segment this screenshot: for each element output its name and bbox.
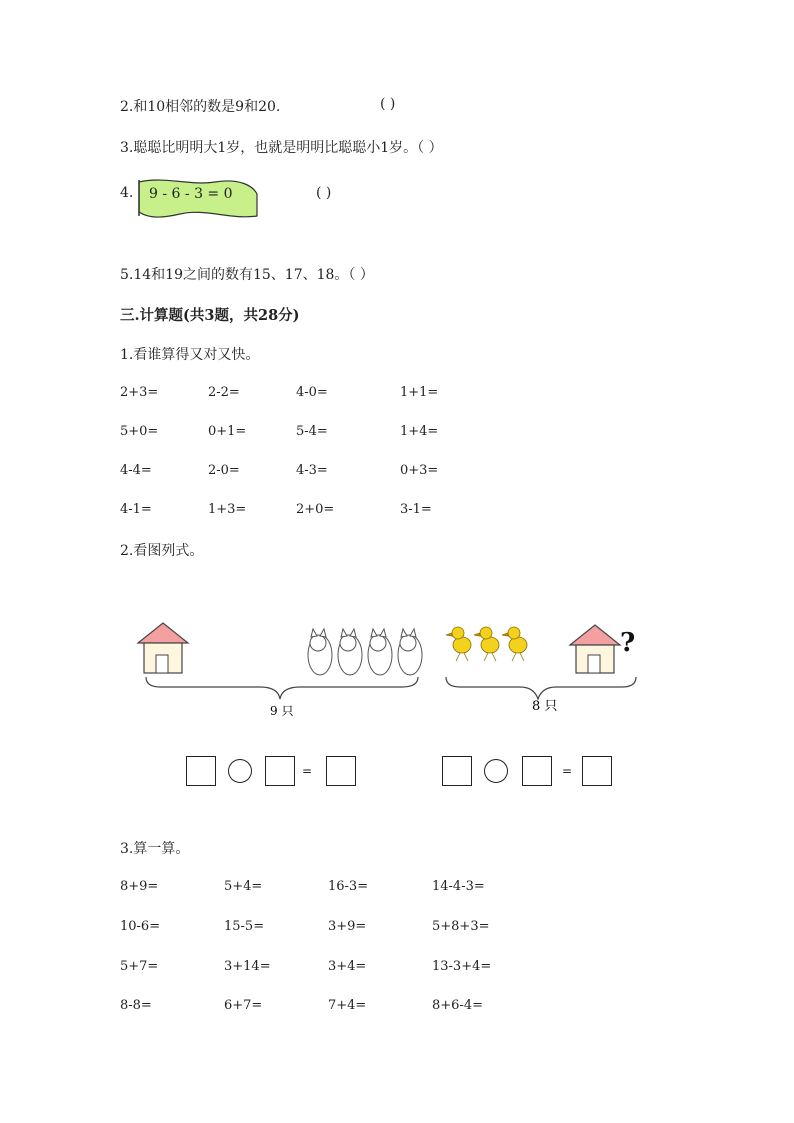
q1-cell: 1+3= [208, 502, 247, 517]
q1-cell: 2+3= [120, 385, 159, 400]
q1-cell: 4-0= [296, 385, 328, 400]
q3-cell: 3+9= [328, 919, 367, 934]
q3-cell: 5+7= [120, 959, 159, 974]
q3-cell: 5+8+3= [432, 919, 490, 934]
question-2-text: 2.和10相邻的数是9和20. [120, 99, 281, 115]
q3-cell: 14-4-3= [432, 879, 485, 894]
operator-circle[interactable] [228, 759, 252, 783]
left-brace [146, 677, 418, 699]
answer-box[interactable] [326, 756, 356, 786]
q3-cell: 13-3+4= [432, 959, 492, 974]
q1-cell: 4-3= [296, 463, 328, 478]
section-3-q2-title: 2.看图列式。 [120, 543, 204, 559]
q3-cell: 8-8= [120, 998, 152, 1013]
q1-cell: 0+3= [400, 463, 439, 478]
cat-icon [338, 629, 362, 675]
question-4-banner [135, 176, 261, 220]
q1-cell: 5-4= [296, 424, 328, 439]
q3-cell: 10-6= [120, 919, 161, 934]
q3-cell: 3+4= [328, 959, 367, 974]
q1-cell: 4-4= [120, 463, 152, 478]
question-2-answer-blank[interactable]: ( ) [380, 96, 396, 112]
q3-cell: 15-5= [224, 919, 265, 934]
q3-cell: 3+14= [224, 959, 271, 974]
q3-cell: 5+4= [224, 879, 263, 894]
right-total-label: 8 只 [532, 699, 558, 714]
picture-equation-illustration [130, 615, 660, 725]
question-4-label: 4. [120, 185, 134, 201]
q3-cell: 6+7= [224, 998, 263, 1013]
q1-cell: 3-1= [400, 502, 432, 517]
answer-box[interactable] [186, 756, 216, 786]
answer-box[interactable] [522, 756, 552, 786]
section-3-q3-title: 3.算一算。 [120, 841, 190, 857]
question-mark: ? [620, 628, 636, 658]
operator-circle[interactable] [484, 759, 508, 783]
question-4-answer-blank[interactable]: ( ) [316, 185, 332, 201]
question-3: 3.聪聪比明明大1岁，也就是明明比聪聪小1岁。（ ） [120, 140, 443, 156]
equals-sign: = [302, 764, 313, 778]
chick-icon [446, 627, 471, 661]
answer-box[interactable] [265, 756, 295, 786]
chick-icon [474, 627, 499, 661]
left-total-label: 9 只 [270, 704, 294, 718]
q1-cell: 0+1= [208, 424, 247, 439]
question-4-banner-text: 9 - 6 - 3 = 0 [149, 186, 233, 202]
q3-cell: 7+4= [328, 998, 367, 1013]
q1-cell: 5+0= [120, 424, 159, 439]
equals-sign: = [562, 764, 573, 778]
house-icon [570, 625, 620, 673]
q1-cell: 2-0= [208, 463, 240, 478]
q3-cell: 8+9= [120, 879, 159, 894]
question-5: 5.14和19之间的数有15、17、18。（ ） [120, 267, 374, 283]
answer-box[interactable] [442, 756, 472, 786]
q1-cell: 1+1= [400, 385, 439, 400]
q1-cell: 2-2= [208, 385, 240, 400]
answer-box[interactable] [582, 756, 612, 786]
question-2 [120, 96, 280, 116]
section-3-heading: 三.计算题(共3题，共28分) [120, 307, 300, 324]
cat-icon [368, 629, 392, 675]
right-brace [446, 677, 636, 699]
house-icon [138, 623, 188, 673]
cat-icon [398, 629, 422, 675]
q3-cell: 16-3= [328, 879, 369, 894]
cat-icon [308, 629, 332, 675]
q1-cell: 2+0= [296, 502, 335, 517]
q1-cell: 4-1= [120, 502, 152, 517]
chick-icon [502, 627, 527, 661]
q1-cell: 1+4= [400, 424, 439, 439]
q3-cell: 8+6-4= [432, 998, 483, 1013]
section-3-q1-title: 1.看谁算得又对又快。 [120, 347, 260, 363]
